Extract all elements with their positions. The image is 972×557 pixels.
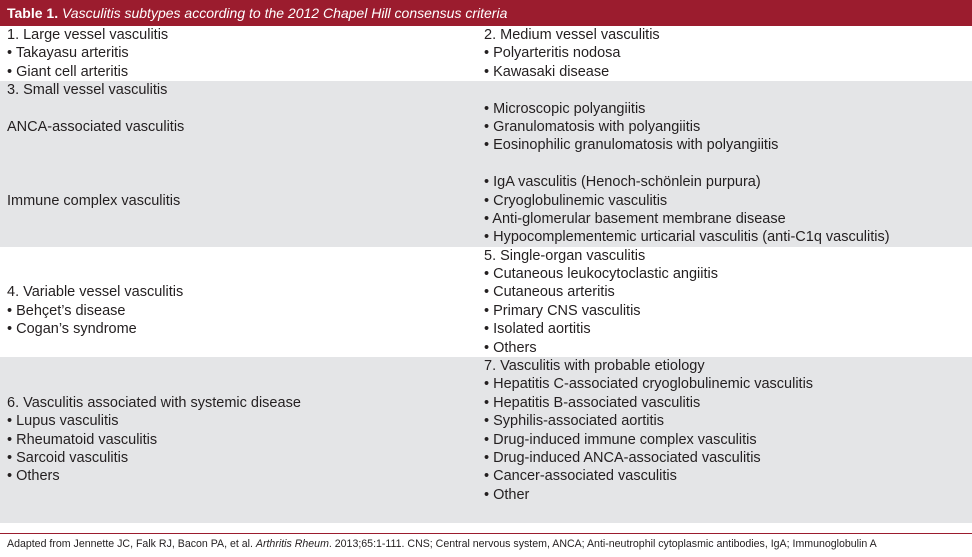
cell-line: • Giant cell arteritis — [7, 63, 129, 80]
table-cell-left — [0, 81, 478, 247]
cell-line — [7, 375, 478, 393]
cell-line: • Primary CNS vasculitis — [484, 302, 641, 319]
cell-line: • Cancer-associated vasculitis — [484, 468, 677, 485]
cell-line: • Cryoglobulinemic vasculitis — [484, 192, 668, 209]
cell-line: ANCA-associated vasculitis — [7, 118, 185, 135]
cell-line — [7, 228, 478, 246]
cell-line: • Polyarteritis nodosa — [484, 45, 621, 62]
cell-line — [7, 357, 478, 375]
cell-line — [7, 247, 478, 265]
cell-line: • Kawasaki disease — [484, 63, 610, 80]
cell-line: 6. Vasculitis associated with systemic disease — [7, 394, 301, 411]
cell-line: 3. Small vessel vasculitis — [7, 82, 168, 99]
cell-line — [484, 504, 972, 522]
cell-line: • Cogan’s syndrome — [7, 321, 137, 338]
cell-line — [7, 136, 478, 154]
cell-line: • Takayasu arteritis — [7, 45, 129, 62]
cell-line: Immune complex vasculitis — [7, 192, 181, 209]
cell-line: 4. Variable vessel vasculitis — [7, 284, 184, 301]
table-footnote — [0, 533, 972, 550]
cell-line — [7, 173, 478, 191]
cell-line: • Others — [7, 468, 60, 485]
cell-line: 1. Large vessel vasculitis — [7, 27, 169, 43]
table-cell-left — [0, 247, 478, 357]
cell-line: • Syphilis-associated aortitis — [484, 413, 664, 430]
table-cell-left — [0, 26, 478, 81]
table-caption-title: Vasculitis subtypes according to the 2012 Chapel Hill consensus criteria — [61, 5, 508, 21]
footnote-journal: Arthritis Rheum — [255, 538, 329, 550]
cell-line: • Drug-induced immune complex vasculitis — [484, 431, 757, 448]
table-row — [0, 247, 972, 357]
cell-line: • Hypocomplementemic urticarial vasculitis (anti-C1q vasculitis) — [484, 229, 890, 246]
cell-line: 7. Vasculitis with probable etiology — [484, 358, 705, 375]
cell-line: • Granulomatosis with polyangiitis — [484, 118, 701, 135]
cell-line: • Sarcoid vasculitis — [7, 449, 129, 466]
cell-line: • Isolated aortitis — [484, 321, 591, 338]
cell-line — [7, 100, 478, 118]
table-row — [0, 357, 972, 523]
cell-line — [7, 486, 478, 504]
table-cell-right — [478, 81, 972, 247]
cell-line: • Rheumatoid vasculitis — [7, 431, 158, 448]
cell-line: 5. Single-organ vasculitis — [484, 247, 646, 264]
cell-line: • Behçet’s disease — [7, 302, 126, 319]
cell-line: • Hepatitis C-associated cryoglobulinemic vasculitis — [484, 376, 814, 393]
cell-line: • Drug-induced ANCA-associated vasculitis — [484, 449, 761, 466]
footnote-text-rest: . 2013;65:1-111. CNS; Central nervous system, ANCA; Anti-neutrophil cytoplasmic antibodies, IgA; Immunoglobulin A — [328, 538, 877, 550]
table-cell-right — [478, 357, 972, 523]
table-caption — [0, 0, 972, 26]
cell-line — [484, 155, 972, 173]
table-cell-right — [478, 26, 972, 81]
vasculitis-table — [0, 26, 972, 523]
cell-line: • Microscopic polyangiitis — [484, 100, 646, 117]
cell-line — [7, 339, 478, 357]
cell-line — [7, 155, 478, 173]
cell-line: • Anti-glomerular basement membrane disease — [484, 210, 786, 227]
cell-line: • Others — [484, 339, 537, 356]
cell-line — [7, 210, 478, 228]
cell-line: • Eosinophilic granulomatosis with polyangiitis — [484, 137, 779, 154]
cell-line: • Other — [484, 486, 530, 503]
cell-line — [484, 81, 972, 99]
cell-line — [7, 504, 478, 522]
cell-line: 2. Medium vessel vasculitis — [484, 27, 660, 43]
table-cell-right — [478, 247, 972, 357]
cell-line: • Hepatitis B-associated vasculitis — [484, 394, 701, 411]
table-caption-label: Table 1. — [7, 5, 59, 21]
cell-line: • Lupus vasculitis — [7, 413, 119, 430]
table-cell-left — [0, 357, 478, 523]
table-row — [0, 26, 972, 81]
table-row — [0, 81, 972, 247]
cell-line: • Cutaneous leukocytoclastic angiitis — [484, 266, 718, 283]
cell-line — [7, 265, 478, 283]
footnote-text: Adapted from Jennette JC, Falk RJ, Bacon PA, et al. — [7, 538, 256, 550]
cell-line: • IgA vasculitis (Henoch-schönlein purpura) — [484, 174, 761, 191]
cell-line: • Cutaneous arteritis — [484, 284, 615, 301]
